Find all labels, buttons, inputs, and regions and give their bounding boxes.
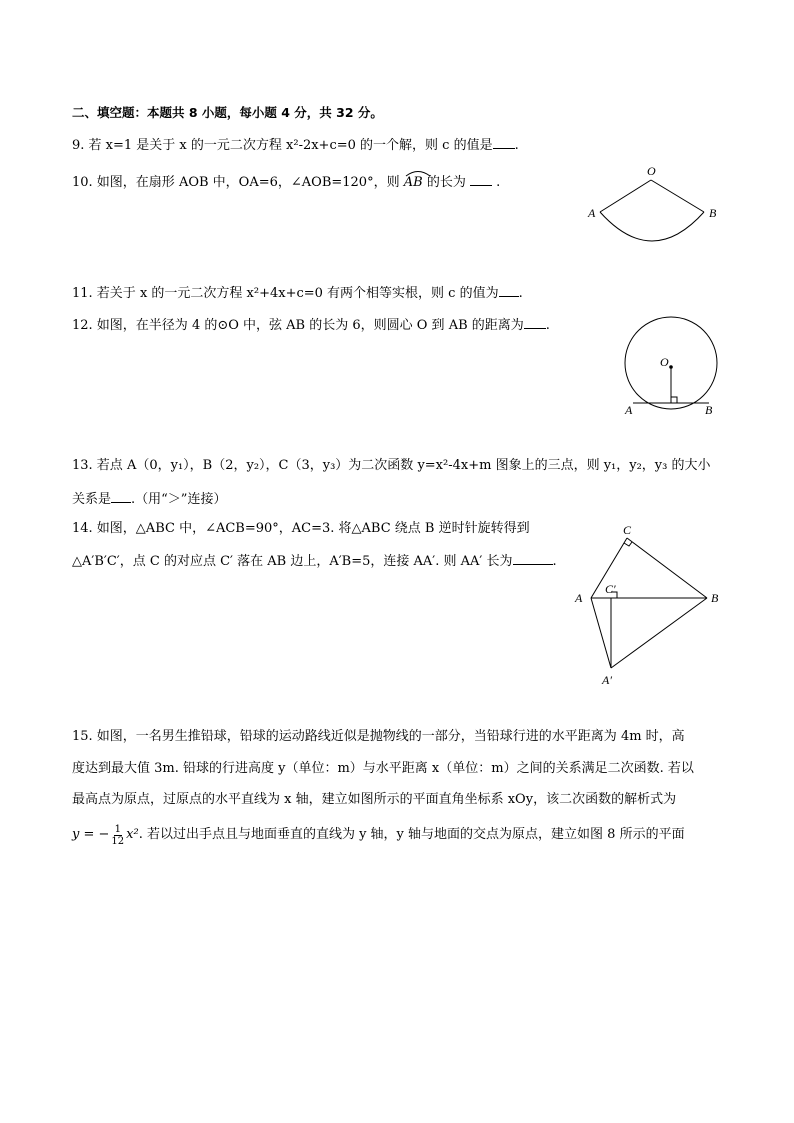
question-13-line-1: 13. 若点 A（0，y₁），B（2，y₂），C（3，y₃）为二次函数 y=x²-4x+m 图象上的三点，则 y₁，y₂，y₃ 的大小 [72, 458, 711, 473]
sector-radius-oa [600, 180, 651, 212]
answer-blank [524, 315, 546, 329]
question-12-end: . [545, 318, 550, 333]
question-9 [72, 135, 519, 155]
sector-label-o: O [647, 164, 656, 178]
section-title: 二、填空题：本题共 8 小题，每小题 4 分，共 32 分。 [72, 105, 383, 120]
triangle-label-b: B [711, 591, 719, 605]
circle-label-b: B [705, 403, 713, 417]
question-11 [72, 283, 523, 303]
question-10 [72, 172, 500, 192]
right-angle-mark-c [624, 542, 632, 546]
segment-aa-prime [591, 598, 611, 668]
question-12-text: 12. 如图，在半径为 4 的⊙O 中，弦 AB 的长为 6，则圆心 O 到 AB 的距离为 [72, 318, 524, 333]
sector-radius-ob [651, 180, 704, 212]
question-10-end: . [496, 175, 501, 190]
answer-blank [111, 489, 131, 503]
sector-label-b: B [709, 206, 717, 220]
center-dot [669, 365, 673, 369]
sector-arc [600, 212, 704, 241]
question-11-text: 11. 若关于 x 的一元二次方程 x²+4x+c=0 有两个相等实根，则 c 的值为 [72, 286, 499, 301]
question-13-line-2: 关系是 .（用“＞”连接） [72, 489, 226, 509]
answer-blank [493, 135, 515, 149]
question-10-text: 10. 如图，在扇形 AOB 中，OA=6，∠AOB=120°，则 [72, 175, 400, 190]
triangle-figure [565, 518, 735, 693]
arc-icon [404, 169, 432, 177]
answer-blank [499, 283, 519, 297]
sector-figure [580, 160, 730, 250]
question-15-line-2: 度达到最大值 3m. 铅球的行进高度 y（单位：m）与水平距离 x（单位：m）之间的关系满足二次函数. 若以 [72, 761, 694, 776]
question-9-end: . [514, 138, 519, 153]
triangle-label-a-prime: A′ [602, 673, 612, 687]
answer-blank [513, 551, 553, 565]
fraction: $\frac{1}{12}$ [111, 823, 125, 847]
question-12 [72, 315, 550, 335]
circle-label-o: O [660, 355, 669, 369]
question-15-line-3: 最高点为原点，过原点的水平直线为 x 轴，建立如图所示的平面直角坐标系 xOy，该二次函数的解析式为 [72, 792, 677, 807]
arc-ab-symbol: AB [404, 172, 423, 192]
question-15-line-4: y = − $\frac{1}{12}$ x² . 若以过出手点且与地面垂直的直线为 y 轴，y 轴与地面的交点为原点，建立如图 8 所示的平面 [72, 823, 685, 847]
question-9-text: 9. 若 x=1 是关于 x 的一元二次方程 x²-2x+c=0 的一个解，则 c 的值是 [72, 138, 493, 153]
triangle-label-c-prime: C′ [605, 582, 616, 596]
triangle-label-a: A [575, 591, 583, 605]
question-10-tail: 的长为 [426, 175, 466, 190]
sector-label-a: A [588, 206, 596, 220]
triangle-label-c: C [623, 523, 632, 537]
right-angle-mark [671, 397, 677, 403]
question-14-line-1: 14. 如图，△ABC 中，∠ACB=90°，AC=3. 将△ABC 绕点 B 逆时针旋转得到 [72, 521, 530, 536]
segment-cb [627, 538, 707, 598]
segment-a-prime-b [611, 598, 707, 668]
question-15-line-1: 15. 如图，一名男生推铅球，铅球的运动路线近似是抛物线的一部分，当铅球行进的水平距离为 4m 时，高 [72, 729, 685, 744]
circle-figure [612, 316, 732, 426]
question-14-line-2: △A′B′C′，点 C 的对应点 C′ 落在 AB 边上，A′B=5，连接 AA′. 则 AA′ 长为 . [72, 551, 557, 571]
circle-label-a: A [625, 403, 633, 417]
answer-blank [470, 172, 492, 186]
question-11-end: . [518, 286, 523, 301]
